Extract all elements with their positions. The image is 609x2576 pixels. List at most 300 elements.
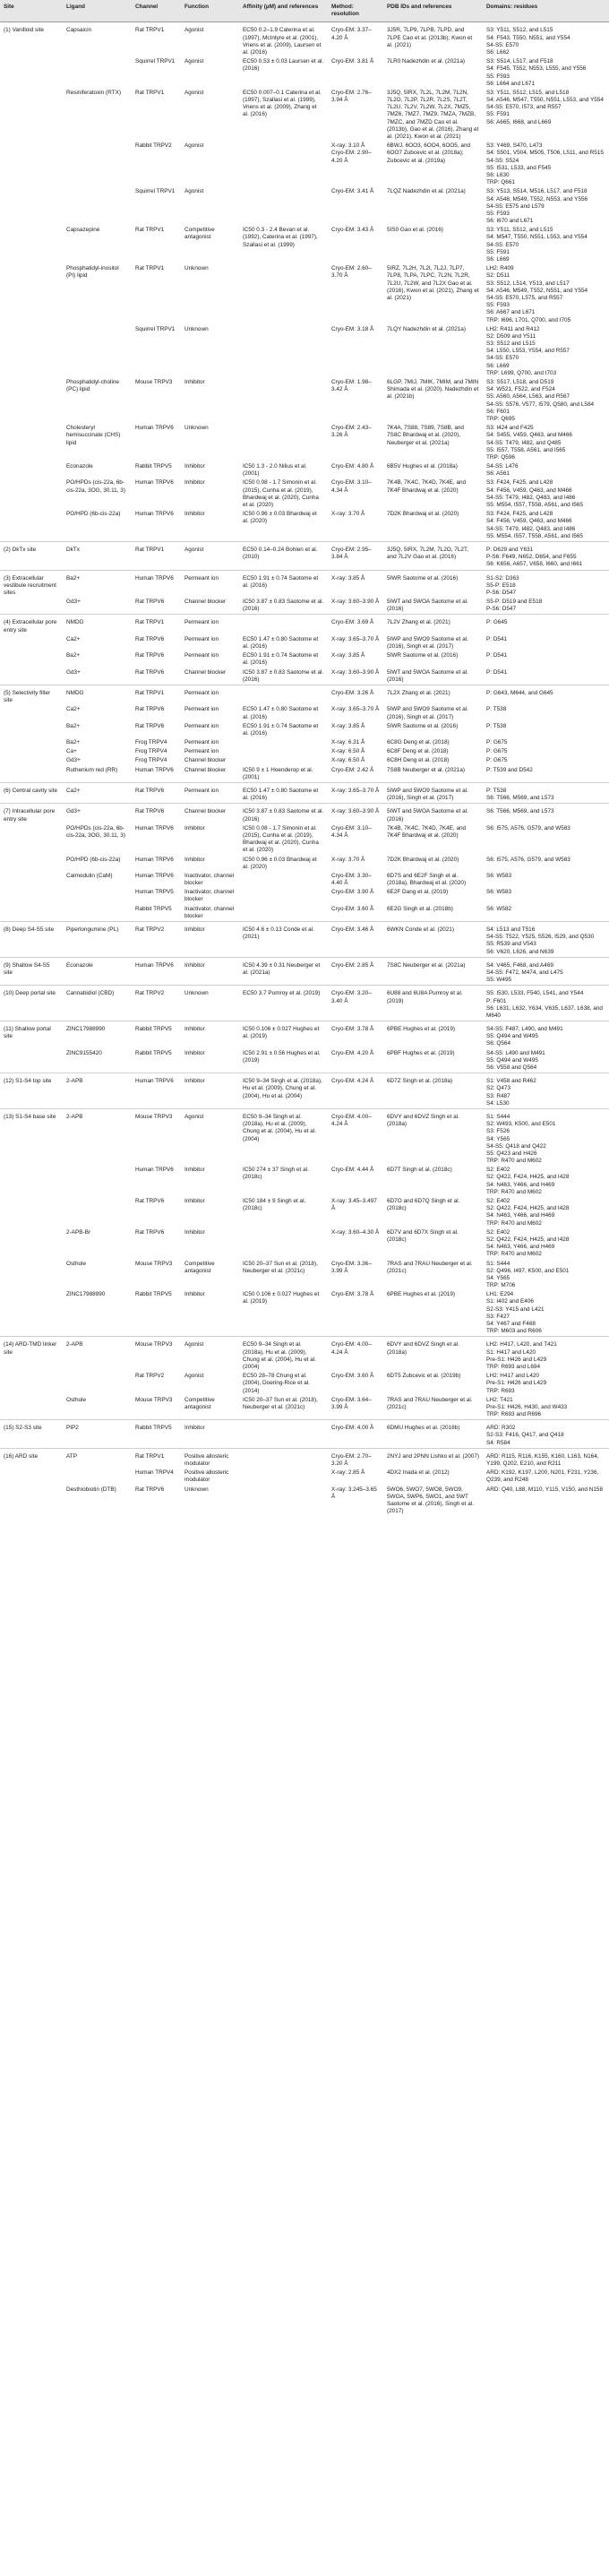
cell-site	[0, 635, 63, 651]
domain-residue-line: S4: L530	[486, 1099, 510, 1107]
cell-channel: Rat TRPV6	[135, 668, 165, 676]
table-row	[0, 187, 609, 226]
domain-residue-line: TRP: Q695	[486, 415, 515, 422]
cell-domains	[483, 957, 609, 986]
cell-affinity: EC50 0.53 ± 0.03 Laursen et al. (2016)	[243, 58, 324, 73]
table-row	[0, 668, 609, 685]
cell-affinity: EC50 0.2–1.9 Caterina et al. (1997), McIntyre et al. (2001), Vriens et al. (2009), Laursen et al. (2016)	[239, 22, 328, 57]
cell-ligand: ZINC17988990	[63, 1021, 132, 1049]
cell-method: Cryo-EM: 2.85 Å	[328, 957, 383, 986]
cell-function: Inhibitor	[184, 1167, 205, 1174]
cell-affinity: EC50 1.47 ± 0.80 Saotome et al. (2016)	[243, 706, 319, 720]
domain-residue-line: S2: Q422, F424, H425, and I428	[486, 1174, 570, 1181]
table-row	[0, 1469, 609, 1485]
domain-residue-line: S4-S5: F472, M474, and L475	[486, 969, 563, 976]
cell-site	[0, 1166, 63, 1197]
cell-pdb: 6E2G Singh et al. (2018b)	[387, 905, 453, 912]
cell-ligand: Gd3+	[63, 804, 132, 824]
domain-residue-line: LH2: H417, L420, and T421	[486, 1341, 557, 1348]
domain-residue-line: S1: H417 and L420	[486, 1348, 536, 1356]
cell-pdb: 6U88 and 6U8A Pumroy et al. (2019)	[383, 986, 483, 1021]
domain-residue-line: S6: L630	[486, 171, 510, 178]
domain-residue-line: TRP: I696, L701, Q700, and I705	[486, 316, 571, 323]
cell-domains	[483, 1396, 609, 1420]
cell-method: Cryo-EM: 3.46 Å	[328, 922, 383, 958]
cell-function: Inactivator, channel blocker	[184, 872, 235, 887]
table-row	[0, 1228, 609, 1260]
cell-domains	[483, 1448, 609, 1469]
domain-residue-line: ARD: R302	[486, 1425, 516, 1432]
domain-residue-line: S6: L662	[486, 48, 510, 56]
cell-site	[0, 738, 63, 747]
cell-affinity: IC50 0.106 ± 0.027 Hughes et al. (2019)	[243, 1291, 320, 1305]
cell-pdb: 7S8C Neuberger et al. (2021a)	[383, 957, 483, 986]
cell-affinity: IC50 274 ± 37 Singh et al. (2018c)	[243, 1167, 309, 1181]
cell-function: Inhibitor	[181, 1021, 239, 1049]
cell-pdb: 7LQY Nadezhdin et al. (2021a)	[387, 325, 466, 332]
cell-affinity: IC50 20–37 Sun et al. (2018), Neuberger et al. (2021c)	[243, 1260, 318, 1274]
cell-site	[0, 766, 63, 783]
domain-residue-line: S5: I531, L533, and F545	[486, 164, 552, 171]
cell-method: Cryo-EM: 2.95–3.84 Å	[328, 541, 383, 570]
cell-ligand: Resiniferatoxin (RTX)	[66, 89, 121, 96]
domain-residue-line: S6: Q564	[486, 1040, 511, 1047]
cell-domains	[483, 615, 609, 635]
domain-residue-line: S6: A561	[486, 470, 510, 478]
table-body	[0, 22, 609, 1516]
cell-pdb: 7D2K Bhardwaj et al. (2020)	[387, 511, 459, 518]
table-row	[0, 378, 609, 424]
domain-residue-line: S5: M554, I557, T558, A561, and I565	[486, 532, 583, 539]
domain-residue-line: S6: F601	[486, 408, 510, 415]
cell-ligand: Ba2+	[66, 652, 81, 659]
cell-domains	[483, 325, 609, 378]
domain-residue-line: S6: K656, A657, V658, I660, and I661	[486, 561, 583, 568]
cell-affinity	[239, 905, 328, 922]
cell-site	[0, 905, 63, 922]
cell-affinity: EC50 1.91 ± 0.74 Saotome et al. (2016)	[243, 652, 319, 667]
cell-function: Permeant ion	[184, 739, 219, 746]
domain-residue-line: P-S6: D547	[486, 589, 517, 596]
cell-pdb: 5IRZ, 7L2H, 7L2I, 7L2J, 7LP7, 7LP8, 7LPA, 7LPC, 7L2N, 7L2R, 7L2U, 7L2W, and 7L2X Gao et al. (2016), Kwon et al. (2021), Zhang et al. (2021)	[387, 265, 479, 301]
table-row	[0, 1108, 609, 1166]
cell-function: Unknown	[181, 986, 239, 1021]
cell-method: X-ray: 6.50 Å	[331, 748, 365, 755]
cell-domains	[483, 22, 609, 57]
cell-domains	[483, 1108, 609, 1166]
domain-residue-line: S3: S517, L518, and D519	[486, 379, 554, 385]
cell-method: X-ray: 3.60–3.90 Å	[331, 668, 380, 676]
cell-domains	[483, 89, 609, 142]
domain-residue-line: S4: S501, V504, M505, T506, L511, and R515	[486, 150, 604, 157]
cell-site: (16) ARD site	[0, 1448, 63, 1469]
domain-residue-line: S4: M547, T550, N551, L553, and Y554	[486, 234, 588, 241]
table-row	[0, 615, 609, 635]
cell-affinity	[239, 142, 328, 187]
cell-site	[0, 1260, 63, 1291]
cell-ligand: NMDG	[63, 615, 132, 635]
cell-pdb: 7LR0 Nadezhdin et al. (2021a)	[387, 58, 466, 65]
domain-residue-line: S2: W493, K500, and E501	[486, 1121, 556, 1128]
domain-residue-line: LH1: E294	[486, 1291, 514, 1298]
cell-ligand: Ca2+	[66, 635, 81, 642]
cell-ligand: Econazole	[63, 957, 132, 986]
cell-site	[0, 856, 63, 872]
domain-residue-line: S4-S5: S524	[486, 157, 519, 164]
cell-function: Channel blocker	[181, 804, 239, 824]
domain-residue-line: S5: I557, T558, A561, and I565	[486, 446, 566, 453]
cell-channel: Rat TRPV6	[135, 706, 165, 713]
cell-ligand: Gd3+	[66, 757, 81, 764]
cell-affinity: IC50 0.106 ± 0.027 Hughes et al. (2019)	[239, 1021, 328, 1049]
cell-site	[0, 756, 63, 765]
cell-ligand: Ba2+	[66, 739, 81, 746]
cell-function: Unknown	[184, 425, 209, 432]
cell-function: Channel blocker	[184, 668, 227, 676]
domain-residue-line: S3: S512, L514, Y513, and L517	[486, 280, 570, 287]
cell-affinity: EC50 0.14–0.24 Bohlen et al. (2010)	[239, 541, 328, 570]
table-header	[0, 0, 609, 22]
cell-site	[0, 1049, 63, 1073]
cell-domains	[483, 1228, 609, 1260]
table-row	[0, 1396, 609, 1420]
cell-function: Inhibitor	[184, 856, 205, 863]
cell-domains	[483, 1049, 609, 1073]
table-row	[0, 478, 609, 510]
domain-residue-line: S4-S5: T479, I482, Q483, and I486	[486, 525, 576, 532]
domain-residue-line: S5: F591	[486, 111, 510, 118]
cell-function: Inhibitor	[184, 379, 205, 385]
cell-pdb: 6D7S and 6E2F Singh et al. (2018a), Bhardwaj et al. (2020)	[387, 872, 467, 887]
domain-residue-line: S4: A546, M547, T550, N551, L553, and Y554	[486, 97, 604, 104]
domain-residue-line: S2: D509 and Y511	[486, 332, 536, 340]
domain-residue-line: S4-S5: E575 and L579	[486, 202, 545, 210]
table-row	[0, 1290, 609, 1337]
cell-method: X-ray: 3.85 Å	[331, 722, 365, 729]
domain-residue-line: TRP: M603 and R606	[486, 1328, 542, 1335]
cell-channel: Frog TRPV4	[135, 748, 167, 755]
table-row	[0, 1260, 609, 1291]
table-row	[0, 510, 609, 541]
cell-function: Permeant ion	[181, 783, 239, 804]
table-row	[0, 1197, 609, 1228]
cell-affinity: EC50 1.47 ± 0.80 Saotome et al. (2016)	[239, 783, 328, 804]
table-row	[0, 747, 609, 756]
domain-residue-line: S1: I402 and E406	[486, 1298, 534, 1305]
cell-site	[0, 668, 63, 685]
domain-residue-line: TRP: Q596	[486, 453, 515, 461]
cell-ligand: Ba2+	[63, 570, 132, 598]
cell-pdb: 6PBF Hughes et al. (2019)	[387, 1049, 455, 1056]
cell-affinity	[239, 1420, 328, 1449]
domain-residue-line: S6: I670 and L671	[486, 218, 534, 225]
domain-residue-line: S6: V620, L626, and N639	[486, 948, 554, 955]
domain-residue-line: S4: L513 and T516	[486, 926, 536, 933]
domain-residue-line: S4-S5: T522, Y525, S526, I529, and Q530	[486, 934, 595, 941]
cell-domains	[483, 462, 609, 478]
domain-residue-line: S4: V465, F468, and A469	[486, 961, 553, 969]
cell-function: Unknown	[184, 1486, 209, 1493]
cell-function: Unknown	[184, 265, 209, 272]
cell-domains	[483, 783, 609, 804]
domain-residue-line: S5: F593	[486, 302, 510, 309]
domain-residue-line: S3: F424, F425, and L428	[486, 511, 553, 518]
cell-ligand: ATP	[63, 1448, 132, 1469]
cell-ligand: ZINC17988990	[66, 1291, 106, 1298]
cell-site	[0, 1228, 63, 1260]
cell-affinity: IC50 3.87 ± 0.83 Saotome et al. (2016)	[243, 599, 324, 613]
cell-method: Cryo-EM: 3.10–4.34 Å	[331, 824, 372, 839]
cell-channel: Human TRPV6	[135, 479, 174, 487]
table-row	[0, 142, 609, 187]
cell-channel: Rat TRPV6	[135, 1198, 165, 1204]
cell-affinity: IC50 0.96 ± 0.03 Bhardwaj et al. (2020)	[243, 511, 317, 525]
table-row	[0, 872, 609, 888]
cell-ligand: Phosphatidyl-choline (PC) lipid	[66, 379, 119, 393]
cell-ligand: Cholesteryl hemisuccinate (CHS) lipid	[66, 425, 121, 446]
cell-function: Agonist	[184, 1373, 204, 1380]
cell-site	[0, 1372, 63, 1396]
table-row	[0, 722, 609, 738]
cell-site	[0, 378, 63, 424]
cell-domains	[483, 1073, 609, 1109]
domain-residue-line: S6: T566, M569, and L573	[486, 795, 554, 802]
cell-site: (8) Deep S4-S5 site	[0, 922, 63, 958]
cell-function: Positive allosteric modulator	[184, 1469, 229, 1484]
cell-function: Permeant ion	[181, 685, 239, 705]
domain-residue-line: P: D541	[486, 668, 508, 676]
cell-channel: Mouse TRPV3	[135, 1396, 173, 1403]
domain-residue-line: S5: R539 and V543	[486, 941, 536, 948]
cell-pdb: 5IWT and 5WOA Saotome et al. (2016)	[383, 804, 483, 824]
cell-domains	[483, 756, 609, 765]
cell-pdb: 7RAS and 7RAU Neuberger et al. (2021c)	[387, 1260, 473, 1274]
domain-residue-line: S3: Y513, S514, M516, L517, and F518	[486, 188, 588, 195]
cell-method: Cryo-EM: 3.36–3.99 Å	[331, 1260, 372, 1274]
cell-channel: Rat TRPV1	[135, 227, 165, 234]
cell-site	[0, 226, 63, 264]
cell-site: (6) Central cavity site	[0, 783, 63, 804]
domain-residue-line: LH2: R409	[486, 265, 514, 272]
cell-method: X-ray: 3.60–4.30 Å	[331, 1228, 380, 1236]
domain-residue-line: S5: F591	[486, 248, 510, 255]
domain-residue-line: S5: M554, I557, T558, A561, and I565	[486, 502, 583, 508]
cell-function: Agonist	[181, 22, 239, 57]
table-row	[0, 1073, 609, 1109]
cell-function: Permeant ion	[184, 722, 219, 729]
table-row	[0, 1448, 609, 1469]
table-row	[0, 756, 609, 765]
cell-site	[0, 424, 63, 462]
domain-residue-line: Pre-S1: H426, H430, and W433	[486, 1403, 568, 1410]
domain-residue-line: P: G645	[486, 619, 508, 626]
cell-pdb: 6BWJ, 6OO3, 6OO4, 6OO5, and 6OO7 Zubcevic et al. (2018a); Zubcevic et al. (2019a)	[387, 142, 471, 164]
cell-pdb: 3J5R, 7LP9, 7LPB, 7LPD, and 7LPE Cao et al. (2013b); Kwon et al. (2021)	[383, 22, 483, 57]
cell-pdb: 6PBE Hughes et al. (2019)	[383, 1021, 483, 1049]
cell-domains	[483, 922, 609, 958]
cell-function: Agonist	[184, 58, 204, 65]
cell-site	[0, 598, 63, 615]
cell-affinity	[239, 1448, 328, 1469]
cell-method: Cryo-EM: 2.60–3.70 Å	[331, 265, 372, 280]
cell-pdb: 6D7O and 6D7Q Singh et al. (2018c)	[387, 1198, 460, 1212]
cell-method: Cryo-EM: 3.78 Å	[331, 1291, 374, 1298]
domain-residue-line: TRP: Q661	[486, 179, 515, 186]
domain-residue-line: S4-S5: E570, I573, and R557	[486, 104, 562, 111]
cell-function: Inhibitor	[184, 824, 205, 831]
domain-residue-line: S4: Y565	[486, 1135, 510, 1142]
domain-residue-line: S6: I575, A576, G579, and W583	[486, 856, 570, 863]
domain-residue-line: S2-S3: Y415 and L421	[486, 1305, 545, 1313]
domain-residue-line: S1-S2: D363	[486, 574, 519, 582]
cell-affinity: IC50 0.08 - 1.7 Simonin et al. (2015), Cunha et al. (2019), Bhardwaj et al. (2020), Cunha et al. (2020)	[243, 824, 319, 854]
cell-pdb: 6D7V and 6D7X Singh et al. (2018c)	[387, 1228, 459, 1243]
domain-residue-line: S6: T566, M569, and L573	[486, 808, 554, 815]
cell-function: Inhibitor	[181, 1420, 239, 1449]
cell-method: X-ray: 6.50 Å	[331, 757, 365, 764]
cell-function: Permeant ion	[184, 706, 219, 713]
cell-domains	[483, 378, 609, 424]
cell-method: X-ray: 3.60–3.90 Å	[328, 804, 383, 824]
domain-residue-line: S4: Y565	[486, 1274, 510, 1281]
cell-site	[0, 705, 63, 721]
cell-domains	[483, 635, 609, 651]
cell-domains	[483, 986, 609, 1021]
cell-channel: Rat TRPV6	[135, 599, 165, 606]
cell-affinity: IC50 184 ± 9 Singh et al. (2018c)	[243, 1198, 306, 1212]
cell-affinity	[239, 424, 328, 462]
cell-channel: Rabbit TRPV5	[132, 1021, 181, 1049]
cell-function: Channel blocker	[184, 757, 227, 764]
cell-site: (4) Extracellular pore entry site	[0, 615, 63, 635]
domain-residue-line: S6: L664 and L671	[486, 80, 536, 87]
cell-method: Cryo-EM: 3.37–4.20 Å	[328, 22, 383, 57]
cell-ligand: NMDG	[63, 685, 132, 705]
cell-affinity	[239, 378, 328, 424]
cell-channel: Human TRPV6	[135, 425, 174, 432]
cell-site	[0, 1469, 63, 1485]
cell-function: Permeant ion	[181, 570, 239, 598]
cell-pdb: 7L2X Zhang et al. (2021)	[383, 685, 483, 705]
cell-affinity: EC50 9–34 Singh et al. (2018a), Hu et al. (2009), Chung et al. (2004), Hu et al. (2004)	[239, 1108, 328, 1166]
cell-site	[0, 478, 63, 510]
cell-site: (7) Intracellular pore entry site	[0, 804, 63, 824]
cell-domains	[483, 1260, 609, 1291]
domain-residue-line: P: D629 and Y631	[486, 546, 534, 553]
cell-pdb: 7L2V Zhang et al. (2021)	[383, 615, 483, 635]
cell-channel: Rat TRPV6	[135, 635, 165, 642]
cell-pdb: 6B5V Hughes et al. (2018a)	[387, 463, 458, 470]
domain-residue-line: S4: S455, V459, Q463, and M466	[486, 432, 572, 439]
cell-channel: Rat TRPV1	[132, 615, 181, 635]
cell-affinity: IC50 9 ± 1 Hoenderop et al. (2001)	[243, 766, 313, 780]
domain-residue-line: S6: A665, I668, and L669	[486, 118, 552, 125]
cell-domains	[483, 1166, 609, 1197]
cell-method: Cryo-EM: 3.43 Å	[331, 227, 374, 234]
domain-residue-line: S3: S512 and L515	[486, 340, 536, 348]
domain-residue-line: TRP: R470 and M602	[486, 1188, 542, 1195]
table-row	[0, 57, 609, 89]
cell-function: Agonist	[181, 541, 239, 570]
domain-residue-line: S6: L631, L632, Y634, V635, L637, L638, and M640	[486, 1004, 603, 1019]
cell-pdb: 5IWR Saotome et al. (2016)	[387, 652, 459, 659]
cell-site	[0, 651, 63, 668]
cell-method: Cryo-EM: 4.00 Å	[328, 1420, 383, 1449]
cell-site	[0, 722, 63, 738]
domain-residue-line: S3: S514, L517, and F518	[486, 58, 553, 65]
cell-method: X-ray: 3.85 Å	[328, 570, 383, 598]
domain-residue-line: S6: L669	[486, 362, 510, 369]
domain-residue-line: P: G643, M644, and G645	[486, 689, 553, 696]
cell-method: X-ray: 3.70 Å	[331, 511, 365, 518]
domain-residue-line: TRP: R470 and M602	[486, 1251, 542, 1258]
cell-function: Agonist	[184, 142, 204, 150]
cell-ligand: Cannabidiol (CBD)	[63, 986, 132, 1021]
domain-residue-line: P: G675	[486, 748, 508, 755]
cell-method: X-ray: 3.85 Å	[331, 652, 365, 659]
domain-residue-line: S2: E402	[486, 1228, 510, 1236]
cell-ligand: PO/HPDs (cis-22a, 6b-cis-22a, 3OG, 30.11, 3)	[66, 479, 125, 494]
table-row	[0, 1166, 609, 1197]
domain-residue-line: S5: F593	[486, 210, 510, 217]
domain-residue-line: S4: F456, V459, Q463, and M466	[486, 518, 572, 525]
domain-residue-line: TRP: R693	[486, 1387, 515, 1394]
cell-site: (14) ARD-TMD linker site	[0, 1337, 63, 1372]
cell-ligand	[63, 142, 132, 187]
cell-pdb: 5IWP and 5WO9 Saotome et al. (2016), Singh et al. (2017)	[387, 706, 468, 720]
table-row	[0, 264, 609, 325]
cell-site: (1) Vanilloid site	[0, 22, 63, 57]
cell-affinity	[239, 1228, 328, 1260]
cell-domains	[483, 1337, 609, 1372]
cell-ligand: 2-APB	[63, 1073, 132, 1109]
domain-residue-line: Pre-S1: H426 and L429	[486, 1380, 547, 1387]
cell-channel: Rat TRPV6	[135, 722, 165, 729]
cell-ligand: Piperlongumine (PL)	[63, 922, 132, 958]
cell-channel: Rat TRPV6	[132, 783, 181, 804]
cell-pdb: 6DVY and 6DVZ Singh et al. (2018a)	[383, 1108, 483, 1166]
cell-affinity	[239, 738, 328, 747]
cell-function: Competitive antagonist	[184, 1396, 215, 1410]
cell-channel: Frog TRPV4	[135, 757, 167, 764]
cell-affinity	[239, 1469, 328, 1485]
cell-channel: Rabbit TRPV5	[132, 1420, 181, 1449]
cell-channel: Human TRPV6	[135, 872, 174, 879]
cell-channel: Rat TRPV1	[132, 541, 181, 570]
cell-function: Permeant ion	[184, 635, 219, 642]
cell-method: Cryo-EM: 2.43–3.26 Å	[331, 425, 372, 439]
cell-site	[0, 1396, 63, 1420]
domain-residue-line: P: G675	[486, 757, 508, 764]
cell-site	[0, 57, 63, 89]
cell-method: X-ray: 3.45–3.497 Å	[331, 1198, 377, 1212]
cell-method: Cryo-EM: 3.90 Å	[331, 889, 374, 896]
cell-domains	[483, 705, 609, 721]
cell-method: X-ray: 3.60–3.90 Å	[331, 599, 380, 606]
cell-domains	[483, 598, 609, 615]
domain-residue-line: S4-S5: E570	[486, 355, 519, 362]
cell-site	[0, 142, 63, 187]
cell-domains	[483, 1290, 609, 1337]
cell-channel: Rat TRPV1	[135, 89, 165, 96]
cell-method: X-ray: 2.85 Å	[331, 1469, 365, 1477]
domain-residue-line: TRP: R470 and M602	[486, 1219, 542, 1227]
cell-domains	[483, 1197, 609, 1228]
cell-pdb: 6E2F Dang et al. (2019)	[387, 889, 449, 896]
header-site: Site	[0, 0, 63, 22]
cell-domains	[483, 824, 609, 856]
cell-pdb: 5WO6, 5WO7, 5WO8, 5WO9, 5WOA, 5WP6, 5WO1, and 5WT Saotome et al. (2016), Singh et al. (2017)	[387, 1486, 474, 1515]
